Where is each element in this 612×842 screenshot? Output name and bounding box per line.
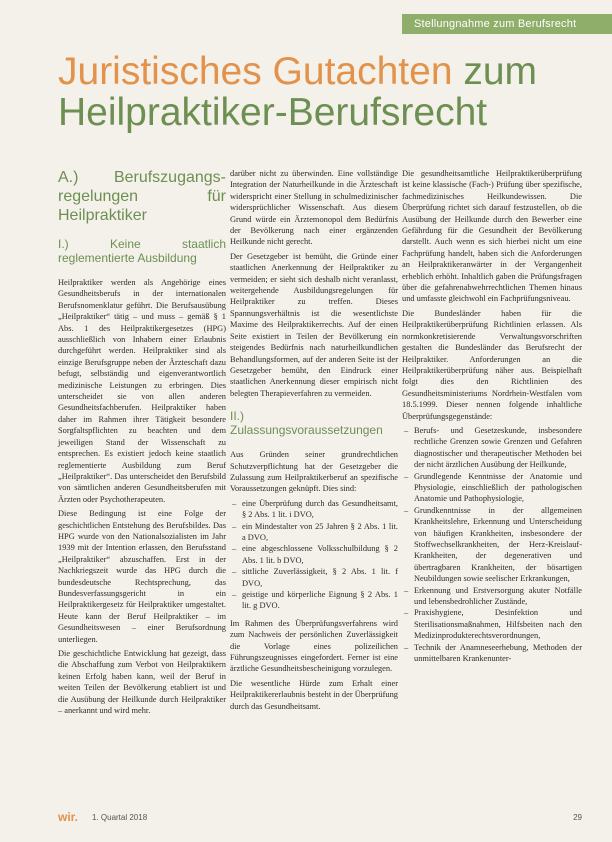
paragraph: darüber nicht zu überwinden. Eine vollständige Integration der Naturheilkunde in die Ärzteschaft widerspricht einer Stellung in schulmedizinischer widersprüchlicher Wissenschaft. Aus diesem Grund würde ein Ärztemonopol dem Bedürfnis der Bevölkerung nach einer ergänzenden Heilkunde nicht gerecht.: [230, 169, 398, 247]
article-title: [58, 52, 598, 134]
paragraph: Heilpraktiker werden als Angehörige eines Gesundheitsberufs in der internationalen Berufsnomenklatur geführt. Die Berufsausübung „Heilpraktiker“ tätig – und muss – gemäß § 1 Abs. 1 des Heilpraktikergesetzes (HPG) ausschließlich von Inhabern einer Erlaubnis durchgeführt werden. Heilpraktiker sind als einzige Berufsgruppe neben der Ärzteschaft dazu befugt, selbständig und eigenverantwortlich medizinische Leistungen zu erbringen. Dies unterscheidet sie von allen anderen Gesundheitsfachberufen. Heilpraktiker haben daher im Rahmen ihrer Tätigkeit besondere Sorgfaltspflichten zu beachten und dem jeweiligen Stand der Wissenschaft zu entsprechen. Es existiert jedoch keine staatlich reglementierte Ausbildung zum Beruf „Heilpraktiker“. Das unterscheidet den Berufsbild von sämtlichen anderen Gesundheitsberufen mit Ärzten oder Psychotherapeuten.: [58, 278, 226, 504]
issue-label: 1. Quartal 2018: [92, 813, 148, 822]
title-part2: zum: [463, 50, 538, 93]
list-item: – ein Mindestalter von 25 Jahren § 2 Abs. 1 lit. a DVO,: [238, 521, 398, 544]
section-tag: Stellungnahme zum Berufsrecht: [402, 14, 612, 34]
list-item: – Praxishygiene, Desinfektion und Sterilisationsmaßnahmen, Hilfsbeiten nach den Medizinprodukterechtsverordnungen,: [410, 607, 582, 641]
page-footer: [58, 808, 582, 824]
section-a-heading: A.) Berufszugangs-regelungen für Heilpraktiker: [58, 169, 226, 224]
paragraph: Diese Bedingung ist eine Folge der geschichtlichen Entstehung des Berufsbildes. Das HPG wurde von den Nationalsozialisten im Jahr 1939 mit der Intention erlassen, den Berufsstand „Heilpraktiker“ abzuschaffen. Erst in der Nachkriegszeit wurde das HPG durch die bundesdeutsche Rechtsprechung, das Bundesverfassungsgericht in ein Heilpraktikergesetz für Heilpraktiker umgestaltet. Heute kann der Beruf Heilpraktiker – im Gesundheitswesen – einer Berufsordnung unterliegen.: [58, 509, 226, 644]
column-2: [230, 168, 398, 715]
paragraph: Die geschichtliche Entwicklung hat gezeigt, dass die Abschaffung zum Verbot von Heilpraktikern keinen Erfolg haben kann, weil der Beruf in weiten Teilen der Bevölkerung etabliert ist und die Ausübung der Heilkunde durch Heilpraktiker – anerkannt und wird mehr.: [58, 649, 226, 716]
list-item: – eine Überprüfung durch das Gesundheitsamt, § 2 Abs. 1 lit. i DVO,: [238, 498, 398, 521]
requirements-list: [230, 498, 398, 612]
magazine-logo: wir.: [58, 810, 79, 824]
paragraph: Aus Gründen seiner grundrechtlichen Schutzverpflichtung hat der Gesetzgeber die Zulassung zum Heilpraktikerberuf an spezifische Voraussetzungen geknüpft. Dies sind:: [230, 450, 398, 494]
list-item: – Erkennung und Erstversorgung akuter Notfälle und lebensbedrohlicher Zustände,: [410, 585, 582, 608]
subsection-2-heading: II.) Zulassungsvoraussetzungen: [230, 409, 383, 438]
list-item: – Technik der Anamneseerhebung, Methoden der unmittelbaren Krankenunter-: [410, 642, 582, 665]
exam-topics-list: [402, 425, 582, 665]
list-item: – geistige und körperliche Eignung § 2 Abs. 1 lit. g DVO.: [238, 589, 398, 612]
paragraph: Der Gesetzgeber ist bemüht, die Gründe einer staatlichen Anerkennung der Heilpraktiker zu vermeiden; er sieht sich deshalb nicht veranlasst, weitergehende Ausbildungsregelungen für Heilpraktiker zu treffen. Dieses Spannungsverhältnis ist die wesentlichste Maxime des Heilpraktikerrechts. Auf der einen Seite existiert in Teilen der Bevölkerung ein steigendes Bedürfnis nach naturheilkundlichen Behandlungsformen, auf der anderen Seite ist der Gesetzgeber bemüht, den Eindruck einer staatlichen Anerkennung dieser empirisch nicht belegten Therapieverfahren zu vermeiden.: [230, 251, 398, 398]
subsection-1-heading: I.) Keine staatlich reglementierte Ausbildung: [58, 237, 226, 265]
list-item: – Berufs- und Gesetzeskunde, insbesondere rechtliche Grenzen sowie Grenzen und Gefahren diagnostischer und therapeutischer Methoden bei der nicht ärztlichen Ausübung der Heilkunde,: [410, 425, 582, 471]
column-3: [402, 168, 582, 664]
paragraph: Die wesentliche Hürde zum Erhalt einer Heilpraktikererlaubnis besteht in der Überprüfung durch das Gesundheitsamt.: [230, 678, 398, 711]
page-number: 29: [573, 813, 582, 822]
title-part1: Juristisches Gutachten: [58, 50, 453, 93]
column-1: [58, 168, 226, 719]
paragraph: Die Bundesländer haben für die Heilpraktikerüberprüfung Richtlinien erlassen. Als normkonkretisierende Verwaltungsvorschriften gestalten die Bundesländer das Berufsrecht der Heilpraktiker. Anforderungen an die Heilpraktikerüberprüfung näher aus. Beispielhaft folgt dies den Richtlinien des Gesundheitsministeriums Nordrhein-Westfalen vom 18.5.1999. Dieser nennen folgende inhaltliche Überprüfungsgegenstände:: [402, 308, 582, 421]
title-line2: Heilpraktiker-Berufsrecht: [58, 90, 488, 134]
list-item: – Grundlegende Kenntnisse der Anatomie und Physiologie, einschließlich der pathologischen Anatomie und Pathophysiologie,: [410, 471, 582, 505]
paragraph: Im Rahmen des Überprüfungsverfahrens wird zum Nachweis der persönlichen Zuverlässigkeit die Vorlage eines polizeilichen Führungszeugnisses eingefordert. Ferner ist eine ärztliche Gesundheitsbescheinigung vorzulegen.: [230, 618, 398, 674]
list-item: – eine abgeschlossene Volksschulbildung § 2 Abs. 1 lit. b DVO,: [238, 543, 398, 566]
paragraph: Die gesundheitsamtliche Heilpraktikerüberprüfung ist keine klassische (Fach-) Prüfung über spezifische, fachmedizinisches Heilkundewissen. Die Überprüfung richtet sich darauf festzustellen, ob die Ausübung der Heilkunde durch den Bewerber eine Gefährdung für die Gesundheit der Bevölkerung darstellt. Auch wenn es sich hierbei nicht um eine Fachprüfung handelt, haben sich die Anforderungen an Heilpraktikeranwärter in der Vergangenheit erheblich erhöht. Inhaltlich gaben die Prüfungsfragen über die gefahrenabwehrrechtlichen Themen hinaus und umfasste gleichwohl ein Fachprüfungsniveau.: [402, 169, 582, 304]
list-item: – sittliche Zuverlässigkeit, § 2 Abs. 1 lit. f DVO,: [238, 566, 398, 589]
list-item: – Grundkenntnisse in der allgemeinen Krankheitslehre, Erkennung und Unterscheidung von häufigen Krankheiten, insbesondere der Stoffwechselkrankheiten, der Herz-Kreislauf-Krankheiten, der degenerativen und übertragbaren Krankheiten, der bösartigen Neubildungen sowie seelischer Erkrankungen,: [410, 505, 582, 585]
